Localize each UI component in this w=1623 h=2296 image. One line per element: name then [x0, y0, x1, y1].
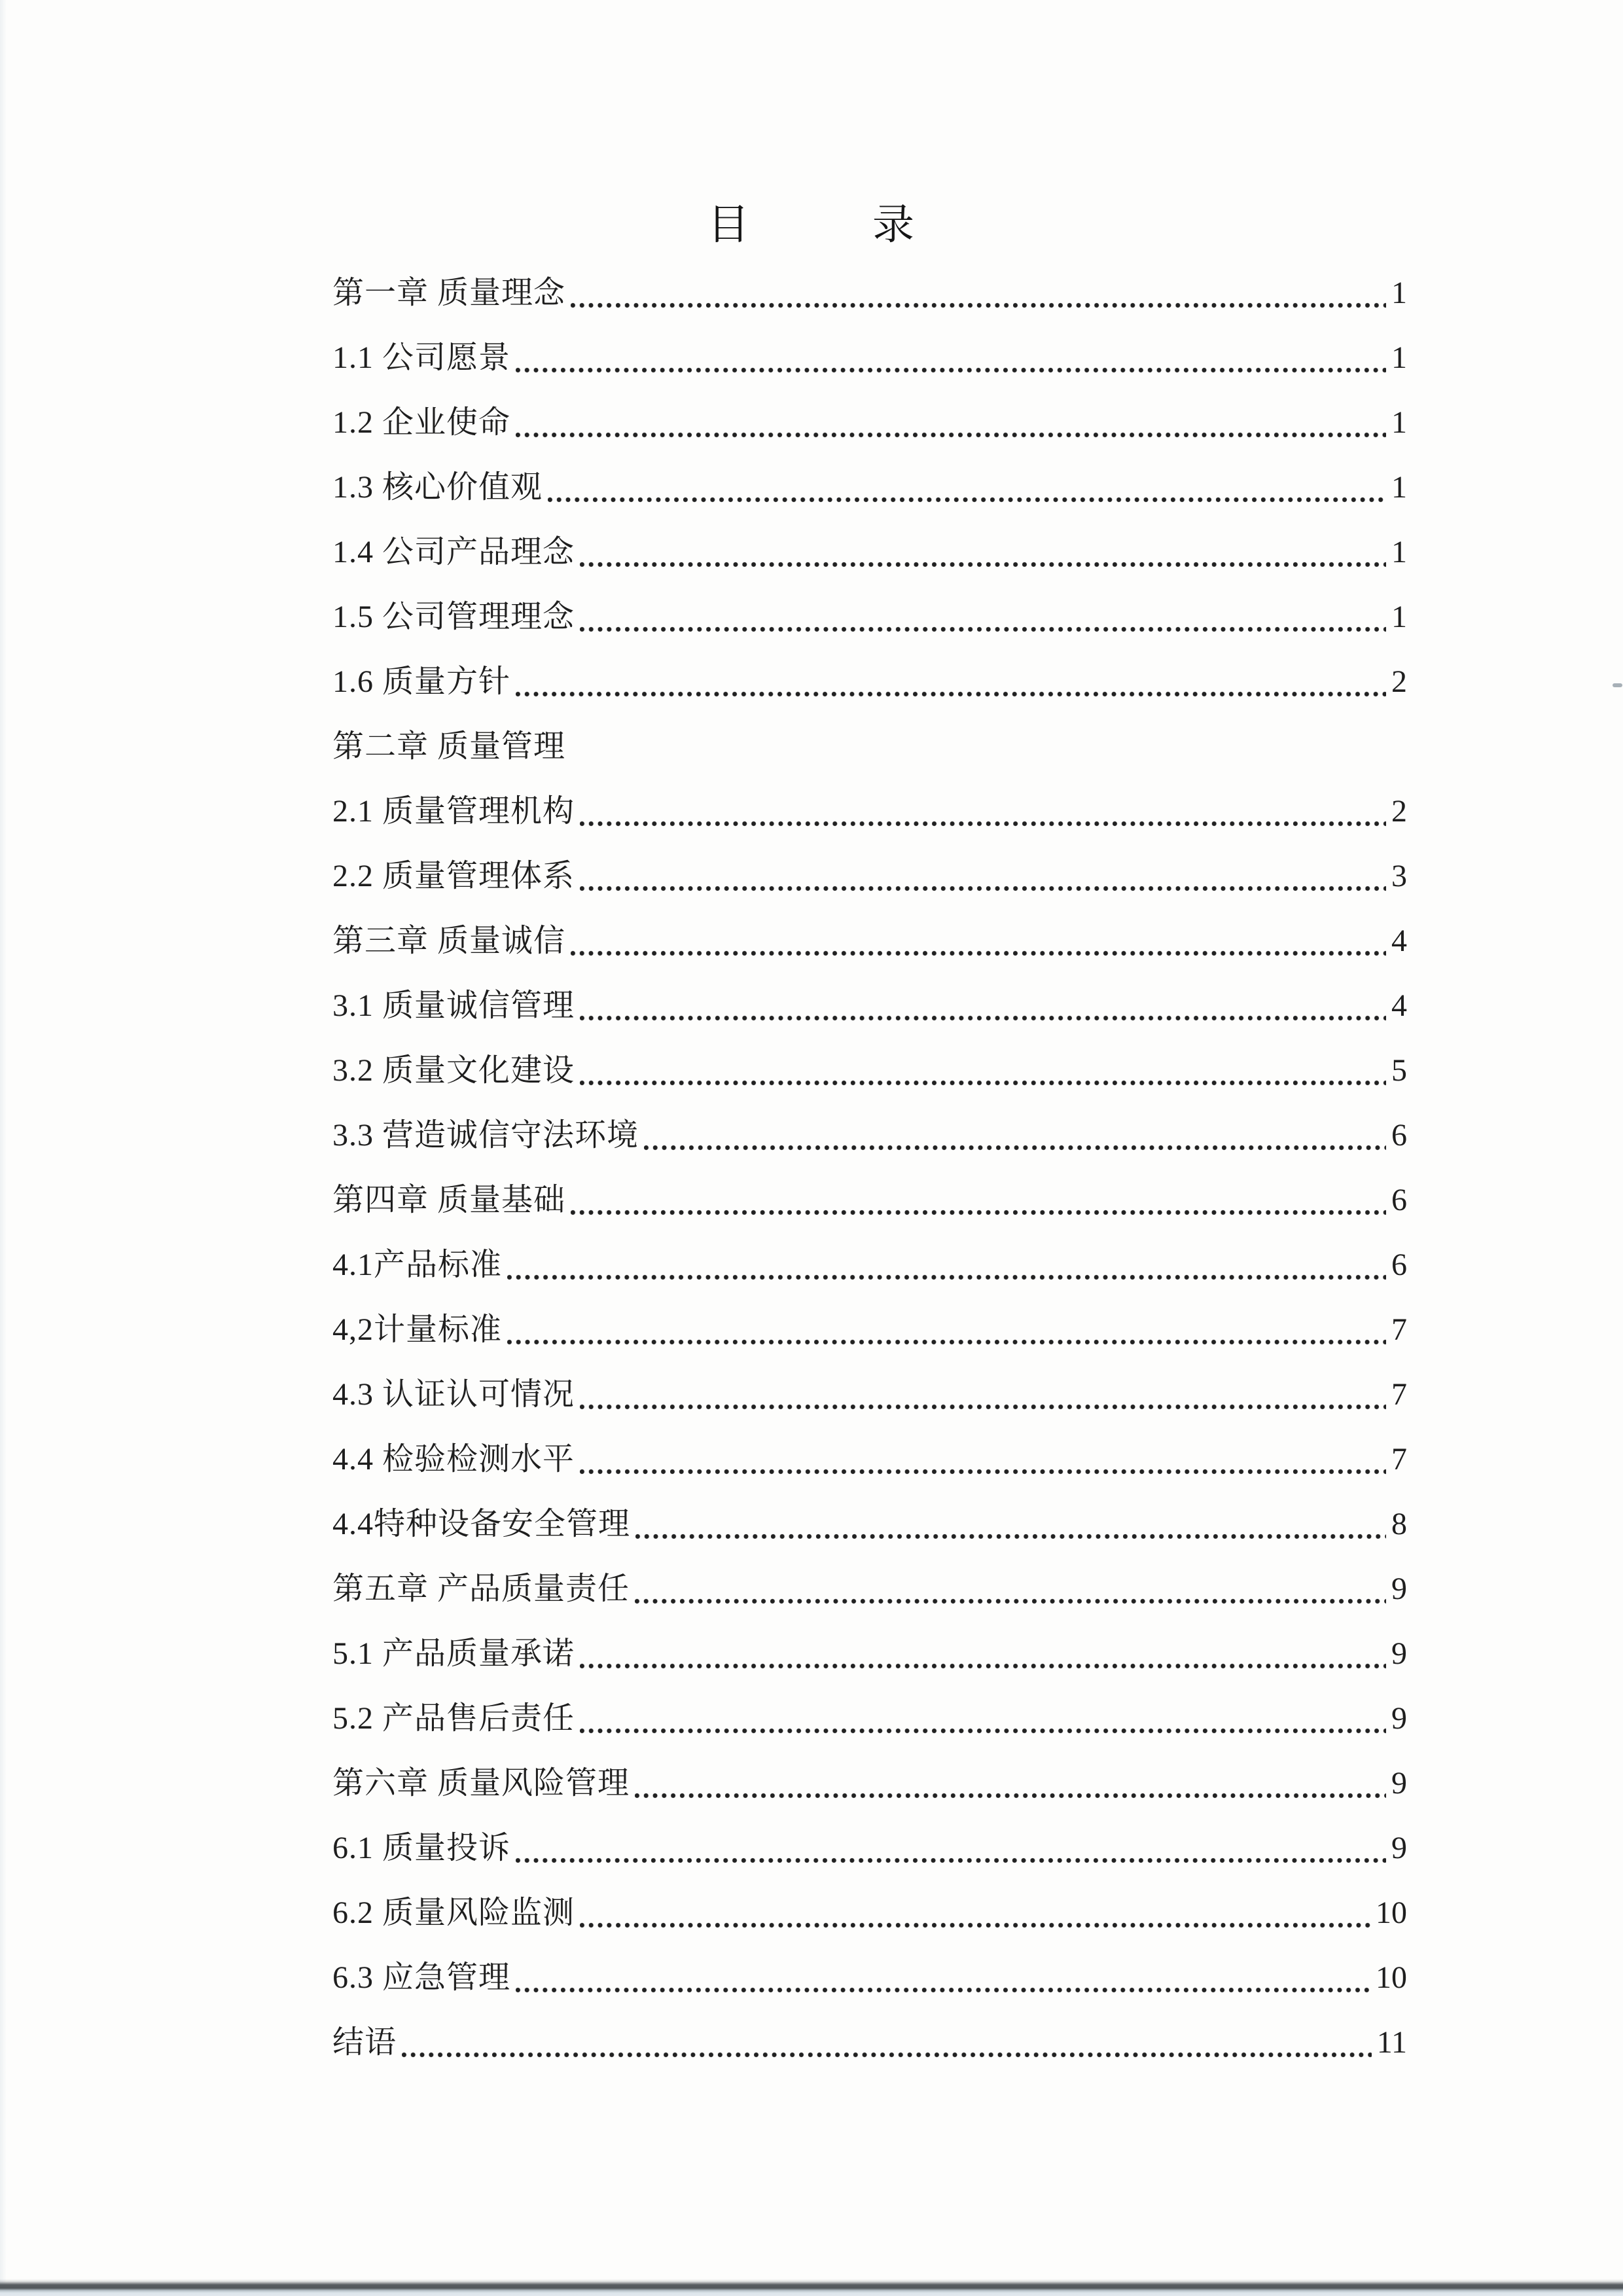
toc-entry-label: 5.1 产品质量承诺: [332, 1636, 575, 1671]
toc-entry-page-number: 3: [1391, 858, 1407, 893]
toc-entry-page-number: 1: [1391, 469, 1407, 505]
toc-entry: [332, 844, 1407, 908]
toc-entry-page-number: 9: [1391, 1571, 1407, 1606]
toc-entry-label: 第一章 质量理念: [332, 275, 566, 310]
toc-entry-page-number: 8: [1391, 1506, 1407, 1541]
toc-entry-page-number: 1: [1391, 340, 1407, 375]
dot-leader: [507, 1339, 1386, 1345]
toc-entry: [332, 455, 1407, 520]
toc-entry: [332, 584, 1407, 649]
toc-entry-label: 4.4特种设备安全管理: [332, 1506, 631, 1541]
toc-entry: [332, 1038, 1407, 1103]
scan-left-edge: [0, 0, 7, 2296]
toc-entry: [332, 649, 1407, 714]
dot-leader: [580, 1728, 1386, 1734]
dot-leader: [580, 1015, 1386, 1021]
toc-entry-page-number: 1: [1391, 404, 1407, 440]
toc-entry: [332, 1297, 1407, 1362]
toc-entry-page-number: 4: [1391, 988, 1407, 1023]
toc-entry-page-number: 1: [1391, 534, 1407, 569]
toc-entry-label: 1.5 公司管理理念: [332, 599, 575, 634]
dot-leader: [516, 1987, 1370, 1993]
toc-entry-label: 第三章 质量诚信: [332, 923, 566, 958]
toc-entry-label: 6.3 应急管理: [332, 1960, 511, 1995]
toc-entry-page-number: 1: [1391, 275, 1407, 310]
toc-entry: [332, 1880, 1407, 1945]
dot-leader: [580, 1469, 1386, 1475]
toc-entry-label: 2.2 质量管理体系: [332, 858, 575, 893]
toc-entry-page-number: 6: [1391, 1182, 1407, 1217]
toc-entry: [332, 2010, 1407, 2075]
scan-bottom-edge: [0, 2279, 1623, 2296]
toc-entry-label: 6.1 质量投诉: [332, 1830, 511, 1865]
toc-entry: [332, 1103, 1407, 1168]
toc-entry-label: 1.4 公司产品理念: [332, 534, 575, 569]
toc-entry-label: 3.1 质量诚信管理: [332, 988, 575, 1023]
toc-entry-page-number: 9: [1391, 1636, 1407, 1671]
dot-leader: [516, 691, 1386, 697]
toc-entry: [332, 1492, 1407, 1556]
toc-entry-label: 4,2计量标准: [332, 1312, 503, 1347]
toc-entry: [332, 973, 1407, 1038]
toc-entry-page-number: 9: [1391, 1830, 1407, 1865]
dot-leader: [571, 302, 1386, 308]
dot-leader: [635, 1534, 1386, 1539]
toc-entry: [332, 260, 1407, 325]
dot-leader: [580, 1404, 1386, 1410]
toc-entry: [332, 1362, 1407, 1427]
dot-leader: [516, 367, 1386, 373]
dot-leader: [402, 2052, 1372, 2058]
toc-entry: [332, 1686, 1407, 1751]
table-of-contents: [332, 260, 1407, 2075]
toc-entry: [332, 520, 1407, 584]
toc-entry-label: 1.1 公司愿景: [332, 340, 511, 375]
toc-entry-label: 1.2 企业使命: [332, 404, 511, 440]
dot-leader: [580, 562, 1386, 567]
page-title: 目 录: [707, 202, 916, 248]
toc-entry: [332, 1168, 1407, 1232]
toc-entry: [332, 1556, 1407, 1621]
toc-entry-page-number: 9: [1391, 1700, 1407, 1736]
toc-entry-page-number: 2: [1391, 793, 1407, 829]
scan-speck: [1613, 683, 1622, 687]
toc-entry-label: 4.3 认证认可情况: [332, 1376, 575, 1412]
toc-entry: [332, 1621, 1407, 1686]
toc-entry-page-number: 6: [1391, 1247, 1407, 1282]
toc-entry-label: 1.6 质量方针: [332, 664, 511, 699]
toc-entry-page-number: 7: [1391, 1441, 1407, 1477]
dot-leader: [571, 1210, 1386, 1215]
toc-entry-page-number: 7: [1391, 1312, 1407, 1347]
toc-entry-page-number: 4: [1391, 923, 1407, 958]
toc-entry-label: 第二章 质量管理: [332, 728, 566, 764]
toc-entry: [332, 1945, 1407, 2010]
dot-leader: [635, 1793, 1386, 1799]
toc-entry: [332, 779, 1407, 844]
dot-leader: [516, 1857, 1386, 1863]
toc-entry-page-number: 7: [1391, 1376, 1407, 1412]
toc-entry-label: 1.3 核心价值观: [332, 469, 543, 505]
toc-entry-page-number: 6: [1391, 1117, 1407, 1153]
toc-entry: [332, 1816, 1407, 1880]
dot-leader: [580, 626, 1386, 632]
toc-entry-label: 第六章 质量风险管理: [332, 1765, 630, 1801]
toc-entry-page-number: 1: [1391, 599, 1407, 634]
toc-entry-page-number: 5: [1391, 1052, 1407, 1088]
dot-leader: [580, 886, 1386, 891]
dot-leader: [516, 432, 1386, 438]
toc-entry: [332, 714, 1407, 779]
toc-entry: [332, 1751, 1407, 1816]
toc-entry-label: 4.1产品标准: [332, 1247, 503, 1282]
toc-entry-page-number: 11: [1376, 2024, 1407, 2060]
dot-leader: [635, 1598, 1386, 1604]
toc-entry-label: 3.3 营造诚信守法环境: [332, 1117, 639, 1153]
toc-entry-page-number: 9: [1391, 1765, 1407, 1801]
dot-leader: [580, 1080, 1386, 1086]
toc-entry-label: 第四章 质量基础: [332, 1182, 566, 1217]
dot-leader: [580, 1663, 1386, 1669]
toc-entry-label: 3.2 质量文化建设: [332, 1052, 575, 1088]
toc-entry-label: 6.2 质量风险监测: [332, 1895, 575, 1930]
dot-leader: [580, 1922, 1370, 1928]
toc-entry-page-number: 10: [1376, 1960, 1407, 1995]
toc-entry: [332, 1232, 1407, 1297]
toc-entry: [332, 325, 1407, 390]
toc-entry-label: 结语: [332, 2024, 397, 2060]
dot-leader: [644, 1145, 1386, 1151]
dot-leader: [571, 950, 1386, 956]
dot-leader: [580, 821, 1386, 827]
toc-entry-label: 4.4 检验检测水平: [332, 1441, 575, 1477]
toc-entry: [332, 1427, 1407, 1492]
dot-leader: [507, 1274, 1386, 1280]
toc-entry-label: 5.2 产品售后责任: [332, 1700, 575, 1736]
toc-entry-label: 第五章 产品质量责任: [332, 1571, 630, 1606]
toc-entry-label: 2.1 质量管理机构: [332, 793, 575, 829]
dot-leader: [548, 497, 1386, 503]
toc-entry-page-number: 2: [1391, 664, 1407, 699]
toc-entry-page-number: 10: [1376, 1895, 1407, 1930]
toc-entry: [332, 390, 1407, 455]
toc-entry: [332, 908, 1407, 973]
